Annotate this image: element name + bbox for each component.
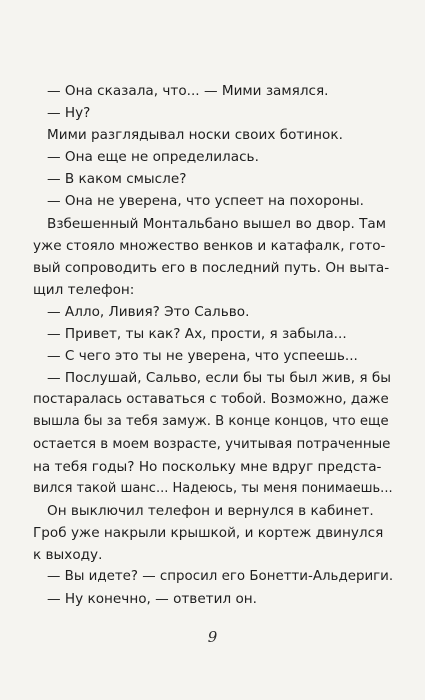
text-line: — Ну конечно, — ответил он. [47,591,257,608]
text-line: Он выключил телефон и вернулся в кабинет. [47,502,374,519]
text-line: вышла бы за тебя замуж. В конце концов, что еще [33,414,389,430]
text-line: — С чего это ты не уверена, что успеешь... [47,348,358,365]
text-line: — Алло, Ливия? Это Сальво. [47,303,250,320]
text-line: уже стояло множество венков и катафалк, гото- [33,237,386,254]
text-line: — Она не уверена, что успеет на похороны. [47,193,364,210]
text-line: вый сопроводить его в последний путь. Он выта- [33,259,390,276]
text-line: вился такой шанс... Надеюсь, ты меня понимаешь... [33,480,393,496]
text-line: — Послушай, Сальво, если бы ты был жив, я бы [47,370,391,387]
text-line: — Она сказала, что... — Мими замялся. [47,83,329,99]
text-line: Гроб уже накрыли крышкой, и кортеж двинулся [33,524,384,541]
text-line: — Она еще не определилась. [47,149,259,166]
text-line: щил телефон: [33,281,135,298]
text-line: — Вы идете? — спросил его Бонетти-Альдериги. [47,569,394,585]
body-text [33,80,393,610]
text-line: — В каком смысле? [47,171,187,188]
page-number: 9 [207,628,218,646]
text-line: на тебя годы? Но поскольку мне вдруг предста- [33,458,382,475]
text-line: к выходу. [33,546,103,563]
text-line: Мими разглядывал носки своих ботинок. [47,127,343,144]
text-line: — Ну? [47,105,91,122]
text-line: Взбешенный Монтальбано вышел во двор. Там [47,215,386,232]
text-line: остается в моем возрасте, учитывая потраченные [33,436,391,452]
text-line: постаралась оставаться с тобой. Возможно, даже [33,392,389,408]
text-line: — Привет, ты как? Ах, прости, я забыла... [47,326,347,343]
